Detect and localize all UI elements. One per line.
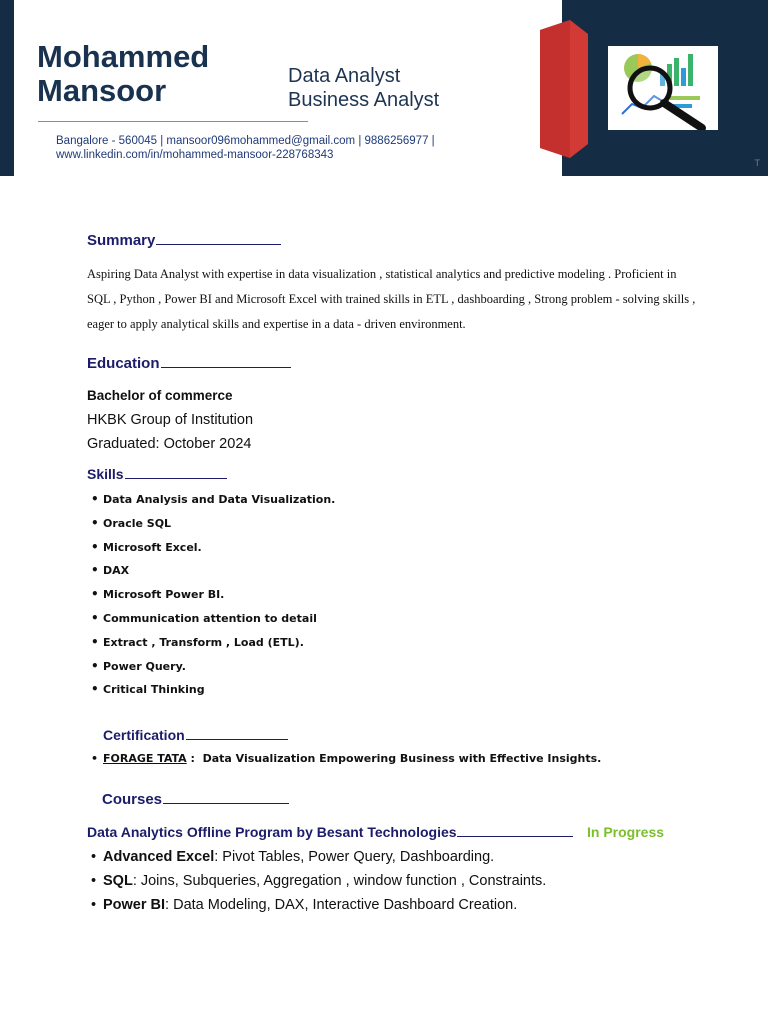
certification-provider: FORAGE TATA	[103, 752, 187, 765]
skill-item: • Communication attention to detail	[87, 607, 335, 631]
heading-underline	[125, 478, 227, 479]
certification-separator: :	[186, 752, 203, 765]
skills-heading-text: Skills	[87, 466, 124, 482]
role-data-analyst: Data Analyst	[288, 65, 401, 87]
job-titles	[288, 64, 439, 112]
certification-item	[87, 752, 601, 765]
summary-paragraph: Aspiring Data Analyst with expertise in data visualization , statistical analytics and predictive modeling . Proficient in SQL , Python , Power BI and Microsoft Excel with trained skills in ETL , dashboarding , Strong problem - solving skills , eager to apply analytical skills and expertise in a data - driven environment.	[87, 267, 696, 331]
courses-heading	[102, 791, 289, 808]
skill-item: • Extract , Transform , Load (ETL).	[87, 631, 335, 655]
header-divider	[38, 121, 308, 122]
header-left-strip	[0, 0, 14, 176]
institution: HKBK Group of Institution	[87, 412, 254, 428]
course-topic-label: SQL	[103, 873, 133, 889]
course-topic-label: Power BI	[103, 897, 166, 913]
course-topic-detail: : Joins, Subqueries, Aggregation , window function , Constraints.	[132, 873, 547, 889]
heading-underline	[161, 367, 291, 368]
course-topic-item	[87, 845, 546, 869]
heading-underline	[457, 836, 573, 837]
role-business-analyst: Business Analyst	[288, 89, 440, 111]
course-topic-label: Advanced Excel	[103, 849, 215, 865]
skill-item: • Microsoft Excel.	[87, 536, 335, 560]
skill-item: • Power Query.	[87, 655, 335, 679]
red-ribbon-shape	[540, 20, 588, 158]
corner-mark: T	[754, 158, 760, 168]
linkedin-link[interactable]: www.linkedin.com/in/mohammed-mansoor-228768343	[56, 149, 334, 161]
course-topic-detail: : Pivot Tables, Power Query, Dashboarding.	[214, 849, 495, 865]
name-line-2: Mansoor	[37, 73, 167, 108]
education-heading	[87, 355, 291, 372]
contact-info	[56, 134, 435, 162]
course-program-title	[87, 824, 573, 840]
skills-heading	[87, 466, 227, 482]
skills-list	[87, 488, 335, 702]
skill-item: • Data Analysis and Data Visualization.	[87, 488, 335, 512]
certification-title: Data Visualization Empowering Business with Effective Insights.	[202, 752, 602, 765]
skill-item: • Oracle SQL	[87, 512, 335, 536]
skill-item: • DAX	[87, 559, 335, 583]
certification-heading	[103, 727, 288, 743]
heading-underline	[163, 803, 289, 804]
course-program-name: Data Analytics Offline Program by Besant Technologies	[87, 824, 457, 840]
graduation-date: Graduated: October 2024	[87, 436, 252, 452]
course-topic-detail: : Data Modeling, DAX, Interactive Dashboard Creation.	[165, 897, 518, 913]
course-topics-list	[87, 845, 546, 917]
skill-item: • Microsoft Power BI.	[87, 583, 335, 607]
heading-underline	[186, 739, 288, 740]
certification-heading-text: Certification	[103, 727, 185, 743]
course-topic-item	[87, 869, 546, 893]
degree: Bachelor of commerce	[87, 388, 233, 403]
summary-heading	[87, 232, 281, 249]
summary-heading-text: Summary	[87, 232, 156, 249]
courses-heading-text: Courses	[102, 791, 163, 808]
name-line-1: Mohammed	[37, 39, 210, 74]
course-status-badge: In Progress	[587, 824, 665, 840]
course-topic-item	[87, 893, 546, 917]
contact-line-1: Bangalore - 560045 | mansoor096mohammed@gmail.com | 9886256977 |	[56, 135, 435, 147]
analytics-magnifier-image	[608, 46, 718, 130]
heading-underline	[156, 244, 281, 245]
resume-header	[0, 0, 768, 176]
education-heading-text: Education	[87, 355, 160, 372]
candidate-name	[37, 40, 209, 108]
skill-item: • Critical Thinking	[87, 678, 335, 702]
